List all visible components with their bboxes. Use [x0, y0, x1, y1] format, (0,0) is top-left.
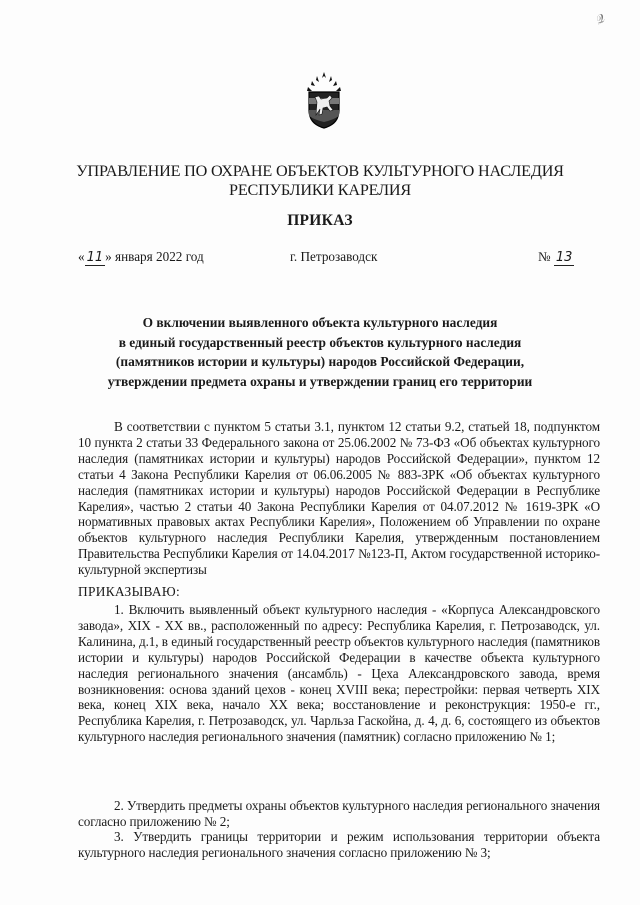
order-item-3: 3. Утвердить границы территории и режим использования территории объекта культурного наследия регионального значения согласно приложению № 3; [78, 829, 600, 860]
order-item-2: 2. Утвердить предметы охраны объектов культурного наследия регионального значения согласно приложению № 2; [78, 798, 600, 829]
organization-name [40, 162, 600, 200]
date-month-year: » января 2022 год [105, 249, 204, 264]
date-open-quote: « [78, 249, 85, 264]
karelia-coat-of-arms-icon [303, 70, 345, 130]
number-prefix: № [538, 249, 551, 264]
document-type: ПРИКАЗ [287, 212, 353, 229]
order-number [538, 249, 574, 266]
title-line-4: утверждении предмета охраны и утверждении границ его территории [107, 373, 533, 389]
handwritten-number: 13 [555, 250, 573, 265]
org-line-2: РЕСПУБЛИКИ КАРЕЛИЯ [229, 181, 411, 199]
title-line-1: О включении выявленного объекта культурного наследия [142, 315, 498, 330]
order-directive-label: ПРИКАЗЫВАЮ: [78, 584, 180, 599]
order-city: г. Петрозаводск [290, 249, 378, 264]
corner-handwritten-mark: 𝒬 [592, 10, 608, 28]
order-item-1: 1. Включить выявленный объект культурного наследия - «Корпуса Александровского завода», XIX - XX вв., расположенный по адресу: Республика Карелия, г. Петрозаводск, ул. Калинина, д.1, в единый государственный реестр объектов культурного наследия (памятников истории и культуры) народов Российской Федерации в качестве объекта культурного наследия регионального значения (ансамбль) - Цеха Александровского завода, время возникновения: основа зданий цехов - конец XVIII века; перестройки: первая четверть XIX века, конец XIX века, начало XX века; восстановление и реконструкция: 1950-е гг., Республика Карелия, г. Петрозаводск, ул. Чарльза Гаскойна, д. 4, д. 6, состоящего из объектов культурного наследия регионального значения (памятник) согласно приложению № 1; [78, 602, 600, 745]
preamble-paragraph: В соответствии с пунктом 5 статьи 3.1, пунктом 12 статьи 9.2, статьей 18, подпунктом 10 пункта 2 статьи 33 Федерального закона от 25.06.2002 № 73-ФЗ «Об объектах культурного наследия (памятниках истории и культуры) народов Российской Федерации», пунктом 12 статьи 4 Закона Республики Карелия от 06.06.2005 № 883-ЗРК «Об объектах культурного наследия (памятниках истории и культуры) народов Российской Федерации в Республике Карелия», частью 2 статьи 40 Закона Республики Карелия от 04.07.2012 № 1619-ЗРК «О нормативных правовых актах Республики Карелия», Положением об Управлении по охране объектов культурного наследия Республики Карелия, утвержденным постановлением Правительства Республики Карелия от 14.04.2017 №123-П, Актом государственной историко-культурной экспертизы [78, 419, 600, 578]
org-line-1: УПРАВЛЕНИЕ ПО ОХРАНЕ ОБЪЕКТОВ КУЛЬТУРНОГО НАСЛЕДИЯ [76, 162, 564, 180]
order-title [80, 313, 560, 391]
order-date [78, 249, 204, 266]
title-line-3: (памятников истории и культуры) народов Российской Федерации, [115, 354, 525, 369]
handwritten-day: 11 [86, 250, 104, 265]
title-line-2: в единый государственный реестр объектов культурного наследия [118, 334, 522, 350]
